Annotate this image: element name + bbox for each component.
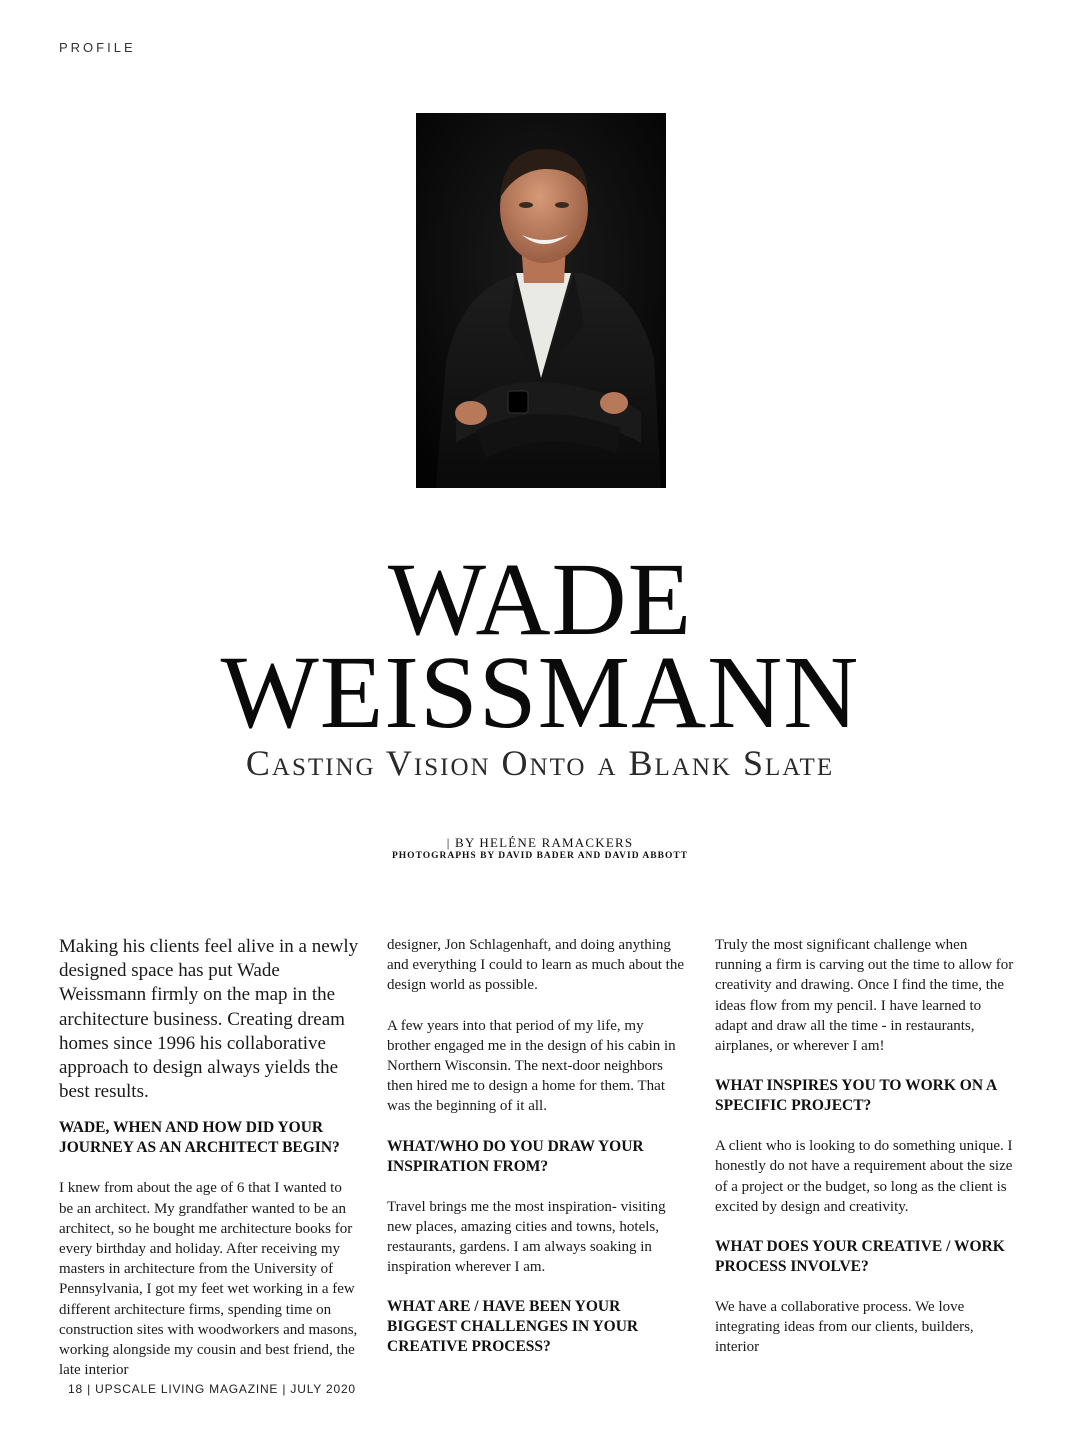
article-column-2 <box>387 935 687 1377</box>
question-heading: WHAT DOES YOUR CREATIVE / WORK PROCESS INVOLVE? <box>715 1238 1005 1276</box>
lede-paragraph: Making his clients feel alive in a newly designed space has put Wade Weissmann firmly on the map in the architecture business. Creating dream homes since 1996 his collaborative approach to design always yields the best results. <box>59 936 359 1103</box>
page-footer: 18 | UPSCALE LIVING MAGAZINE | JULY 2020 <box>68 1382 356 1396</box>
answer-paragraph: designer, Jon Schlagenhaft, and doing anything and everything I could to learn as much about the design world as possible. <box>387 937 684 994</box>
photo-credits: PHOTOGRAPHS BY DAVID BADER AND DAVID ABBOTT <box>391 851 689 861</box>
question-heading: WADE, WHEN AND HOW DID YOUR JOURNEY AS AN ARCHITECT BEGIN? <box>59 1119 340 1157</box>
title-line-1: WADE <box>387 542 693 657</box>
question-heading: WHAT/WHO DO YOU DRAW YOUR INSPIRATION FROM? <box>387 1137 644 1175</box>
title-line-2: WEISSMANN <box>220 635 860 750</box>
article-column-3 <box>715 935 1015 1378</box>
portrait-photo <box>416 113 666 488</box>
answer-paragraph: A few years into that period of my life, my brother engaged me in the design of his cabin in Northern Wisconsin. The next-door neighbors then hired me to design a home for them. That was the beginning of it all. <box>387 1017 676 1115</box>
subtitle: Casting Vision Onto a Blank Slate <box>245 743 835 783</box>
answer-paragraph: I knew from about the age of 6 that I wanted to be an architect. My grandfather wanted to be an architect, so he bought me architecture books for every birthday and holiday. After receiving my masters in architecture from the University of Pennsylvania, I got my feet wet working in a few different architecture firms, spending time on construction sites with woodworkers and masons, working alongside my cousin and best friend, the late interior <box>59 1180 358 1379</box>
answer-paragraph: We have a collaborative process. We love integrating ideas from our clients, builders, interior <box>715 1299 974 1356</box>
question-heading: WHAT INSPIRES YOU TO WORK ON A SPECIFIC PROJECT? <box>715 1077 997 1115</box>
byline: | BY HELÉNE RAMACKERS <box>446 835 634 850</box>
portrait-illustration <box>416 113 666 488</box>
answer-paragraph: Truly the most significant challenge when running a firm is carving out the time to allow for creativity and drawing. Once I find the time, the ideas flow from my pencil. I have learned to adapt and draw all the time - in restaurants, airplanes, or wherever I am! <box>715 937 1014 1055</box>
answer-paragraph: A client who is looking to do something unique. I honestly do not have a requirement about the size of a project or the budget, so long as the client is excited by design and creativity. <box>715 1138 1013 1215</box>
article-column-1 <box>59 935 359 1400</box>
section-label: PROFILE <box>59 40 136 55</box>
question-heading: WHAT ARE / HAVE BEEN YOUR BIGGEST CHALLENGES IN YOUR CREATIVE PROCESS? <box>387 1298 639 1356</box>
answer-paragraph: Travel brings me the most inspiration- visiting new places, amazing cities and towns, hotels, restaurants, gardens. I am always soaking in inspiration wherever I am. <box>387 1198 666 1276</box>
